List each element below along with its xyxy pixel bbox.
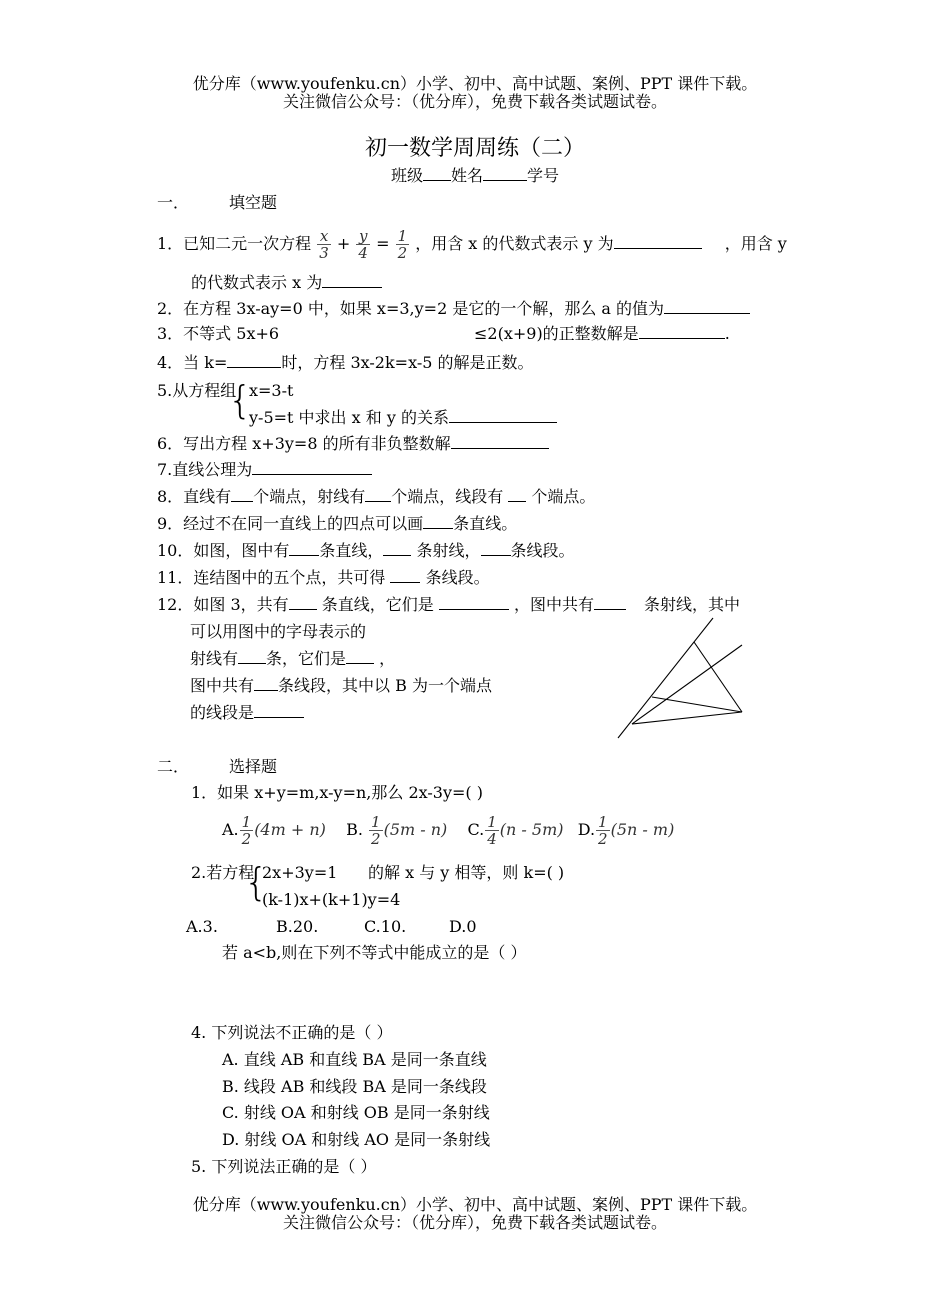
q10-d: 条线段。 bbox=[510, 541, 575, 560]
s2-q2-tail: 的解 x 与 y 相等，则 k=( ) bbox=[368, 863, 565, 882]
s1-q5-eq1: x=3-t bbox=[249, 381, 294, 400]
option-label: A. bbox=[222, 820, 239, 839]
frac-num: 1 bbox=[397, 227, 408, 245]
name-label: 姓名 bbox=[450, 166, 483, 185]
section2-num: 二． bbox=[157, 757, 190, 776]
s1-q12-line5 bbox=[190, 703, 304, 723]
answer-blank bbox=[449, 408, 557, 423]
header-line-1: 优分库（www.youfenku.cn）小学、初中、高中试题、案例、PPT 课件下载。 bbox=[192, 74, 758, 93]
q1-fraction-3 bbox=[396, 228, 410, 261]
footer-line-2: 关注微信公众号：（优分库），免费下载各类试题试卷。 bbox=[282, 1213, 667, 1232]
q12-k: 的线段是 bbox=[190, 703, 255, 722]
q2-text: 2．在方程 3x-ay=0 中，如果 x=3,y=2 是它的一个解，那么 a 的值为 bbox=[157, 299, 665, 318]
q3-part1: 3．不等式 5x+6 bbox=[157, 324, 280, 343]
answer-blank bbox=[423, 514, 453, 529]
answer-blank bbox=[289, 541, 319, 556]
section2-heading bbox=[157, 757, 277, 777]
figure-segment-right bbox=[694, 642, 742, 712]
s1-q5-eq2 bbox=[249, 408, 557, 428]
q6-text: 6．写出方程 x+3y=8 的所有非负整数解 bbox=[157, 434, 451, 453]
q12-h: ， bbox=[379, 649, 396, 668]
frac-num: y bbox=[356, 228, 370, 245]
brace-icon: { bbox=[228, 378, 253, 422]
q12-d: 条射线，其中 bbox=[643, 595, 740, 614]
answer-blank bbox=[322, 273, 382, 288]
s1-q12-line3 bbox=[190, 649, 395, 669]
q12-g: 条，它们是 bbox=[266, 649, 347, 668]
s2-q3: 若 a<b,则在下列不等式中能成立的是（ ） bbox=[222, 943, 527, 962]
header-line-2: 关注微信公众号：（优分库），免费下载各类试题试卷。 bbox=[282, 92, 667, 111]
s2-q2-option-b[interactable]: B.20. bbox=[276, 917, 319, 936]
q12-c: ，图中共有 bbox=[513, 595, 594, 614]
q1-mid: ，用含 x 的代数式表示 y 为 bbox=[415, 234, 614, 253]
option-expr: (5m - n) bbox=[383, 820, 448, 839]
s1-q2 bbox=[157, 299, 750, 319]
frac-den: 2 bbox=[598, 830, 608, 848]
answer-blank bbox=[508, 487, 526, 502]
s2-q4-option-a[interactable]: A. 直线 AB 和直线 BA 是同一条直线 bbox=[222, 1050, 487, 1069]
s2-q4-option-d[interactable]: D. 射线 OA 和射线 AO 是同一条射线 bbox=[222, 1130, 491, 1149]
s1-q3-b bbox=[474, 324, 730, 344]
frac-den: 4 bbox=[487, 830, 497, 848]
q9-b: 条直线。 bbox=[453, 514, 518, 533]
answer-blank bbox=[639, 324, 725, 339]
frac-num: 1 bbox=[598, 813, 608, 831]
section1-heading bbox=[157, 193, 277, 213]
q8-c: 个端点，线段有 bbox=[391, 487, 504, 506]
q12-a: 12．如图 3，共有 bbox=[157, 595, 289, 614]
s2-q2-prefix: 2.若方程 bbox=[191, 863, 255, 882]
option-c[interactable] bbox=[467, 813, 564, 848]
figure-segment-base bbox=[632, 712, 742, 724]
q1-tail: ，用含 y bbox=[724, 234, 787, 253]
s1-q1 bbox=[157, 226, 787, 262]
frac-den: 2 bbox=[241, 830, 252, 848]
frac-num: x bbox=[317, 228, 331, 245]
answer-blank bbox=[254, 703, 304, 718]
s1-q7 bbox=[157, 460, 372, 480]
q8-d: 个端点。 bbox=[531, 487, 596, 506]
s2-q1: 1．如果 x+y=m,x-y=n,那么 2x-3y=( ) bbox=[191, 783, 483, 802]
frac-den: 2 bbox=[371, 830, 381, 848]
s2-q2-option-d[interactable]: D.0 bbox=[449, 917, 477, 936]
student-info bbox=[0, 166, 950, 186]
class-label: 班级 bbox=[390, 166, 423, 185]
q4-part1: 4．当 k= bbox=[157, 353, 228, 372]
q1-prefix: 1．已知二元一次方程 bbox=[157, 234, 312, 253]
figure-line-2 bbox=[632, 645, 742, 724]
frac-den: 3 bbox=[319, 244, 329, 262]
section1-title: 填空题 bbox=[229, 193, 278, 212]
answer-blank bbox=[252, 460, 372, 475]
q1-fraction-1 bbox=[317, 228, 331, 261]
answer-blank bbox=[346, 649, 374, 664]
answer-blank bbox=[231, 487, 253, 502]
brace-icon: { bbox=[244, 860, 269, 904]
answer-blank bbox=[614, 234, 702, 249]
q3-end: . bbox=[724, 324, 730, 343]
answer-blank bbox=[383, 541, 411, 556]
q12-i: 图中共有 bbox=[190, 676, 255, 695]
answer-blank bbox=[365, 487, 391, 502]
s1-q10 bbox=[157, 541, 575, 561]
option-label: D. bbox=[577, 820, 596, 839]
section2-title: 选择题 bbox=[229, 757, 278, 776]
s2-q2-eq1: 2x+3y=1 bbox=[262, 863, 338, 882]
answer-blank bbox=[390, 568, 420, 583]
answer-blank bbox=[481, 541, 511, 556]
option-expr: (n - 5m) bbox=[499, 820, 564, 839]
name-blank bbox=[483, 166, 527, 181]
section1-num: 一． bbox=[157, 193, 190, 212]
answer-blank bbox=[254, 676, 278, 691]
q5-eq2: y-5=t 中求出 x 和 y 的关系 bbox=[249, 408, 449, 427]
s1-q6 bbox=[157, 434, 549, 454]
option-fraction bbox=[596, 814, 610, 847]
s1-q11 bbox=[157, 568, 490, 588]
s2-q4-option-b[interactable]: B. 线段 AB 和线段 BA 是同一条线段 bbox=[222, 1077, 487, 1096]
frac-den: 2 bbox=[397, 244, 408, 262]
frac-num: 1 bbox=[487, 813, 497, 831]
equals-sign: = bbox=[376, 234, 390, 253]
plus-sign: + bbox=[336, 234, 351, 253]
page-title: 初一数学周周练（二） bbox=[364, 136, 585, 161]
s1-q8 bbox=[157, 487, 595, 507]
answer-blank bbox=[238, 649, 266, 664]
q11-a: 11．连结图中的五个点，共可得 bbox=[157, 568, 386, 587]
q9-a: 9．经过不在同一直线上的四点可以画 bbox=[157, 514, 424, 533]
option-label: B. bbox=[346, 820, 363, 839]
option-fraction bbox=[485, 814, 499, 847]
class-blank bbox=[423, 166, 451, 181]
option-a[interactable] bbox=[222, 813, 326, 848]
s2-q4: 4. 下列说法不正确的是（ ） bbox=[191, 1023, 393, 1042]
answer-blank bbox=[227, 353, 281, 368]
s1-q12-line4 bbox=[190, 676, 492, 696]
q12-f: 射线有 bbox=[190, 649, 239, 668]
option-label: C. bbox=[467, 820, 485, 839]
answer-blank bbox=[664, 299, 750, 314]
q10-c: 条射线， bbox=[416, 541, 481, 560]
s1-q1-line2 bbox=[191, 273, 382, 293]
q11-b: 条线段。 bbox=[425, 568, 490, 587]
answer-blank bbox=[451, 434, 549, 449]
s2-q2-eq2: (k-1)x+(k+1)y=4 bbox=[262, 890, 401, 909]
q1-line2: 的代数式表示 x 为 bbox=[191, 273, 323, 292]
q4-part2: 时，方程 3x-2k=x-5 的解是正数。 bbox=[281, 353, 534, 372]
s1-q4 bbox=[157, 353, 534, 373]
q12-b: 条直线，它们是 bbox=[321, 595, 434, 614]
s1-q12-line2: 可以用图中的字母表示的 bbox=[190, 622, 367, 641]
answer-blank bbox=[594, 595, 626, 610]
option-fraction bbox=[369, 814, 383, 847]
s2-q5: 5. 下列说法正确的是（ ） bbox=[191, 1157, 377, 1176]
q8-a: 8．直线有 bbox=[157, 487, 232, 506]
option-expr: (4m + n) bbox=[254, 820, 326, 839]
s2-q4-option-c[interactable]: C. 射线 OA 和射线 OB 是同一条射线 bbox=[222, 1103, 490, 1122]
option-fraction bbox=[240, 814, 254, 847]
q12-j: 条线段，其中以 B 为一个端点 bbox=[278, 676, 492, 695]
frac-den: 4 bbox=[358, 244, 368, 262]
number-label: 学号 bbox=[527, 166, 560, 185]
q1-fraction-2 bbox=[356, 228, 370, 261]
q10-b: 条直线， bbox=[319, 541, 384, 560]
q5-prefix: 5.从方程组 bbox=[157, 381, 237, 400]
figure-segment-inner bbox=[652, 697, 742, 712]
s1-q9 bbox=[157, 514, 517, 534]
answer-blank bbox=[289, 595, 317, 610]
option-expr: (5n - m) bbox=[610, 820, 675, 839]
s1-q5 bbox=[157, 381, 236, 401]
q10-a: 10．如图，图中有 bbox=[157, 541, 290, 560]
q7-text: 7.直线公理为 bbox=[157, 460, 253, 479]
s2-q2-option-c[interactable]: C.10. bbox=[364, 917, 407, 936]
geometry-figure bbox=[610, 610, 750, 745]
frac-num: 1 bbox=[241, 813, 252, 831]
s2-q1-options bbox=[222, 812, 674, 848]
footer-line-1: 优分库（www.youfenku.cn）小学、初中、高中试题、案例、PPT 课件下载。 bbox=[192, 1195, 758, 1214]
q8-b: 个端点，射线有 bbox=[253, 487, 366, 506]
q3-part2: ≤2(x+9)的正整数解是 bbox=[474, 324, 639, 343]
option-b[interactable] bbox=[346, 813, 448, 848]
answer-blank bbox=[439, 595, 509, 610]
option-d[interactable] bbox=[577, 813, 675, 848]
s2-q2-option-a[interactable]: A.3. bbox=[186, 917, 218, 936]
frac-num: 1 bbox=[371, 813, 381, 831]
s1-q3 bbox=[157, 324, 279, 344]
